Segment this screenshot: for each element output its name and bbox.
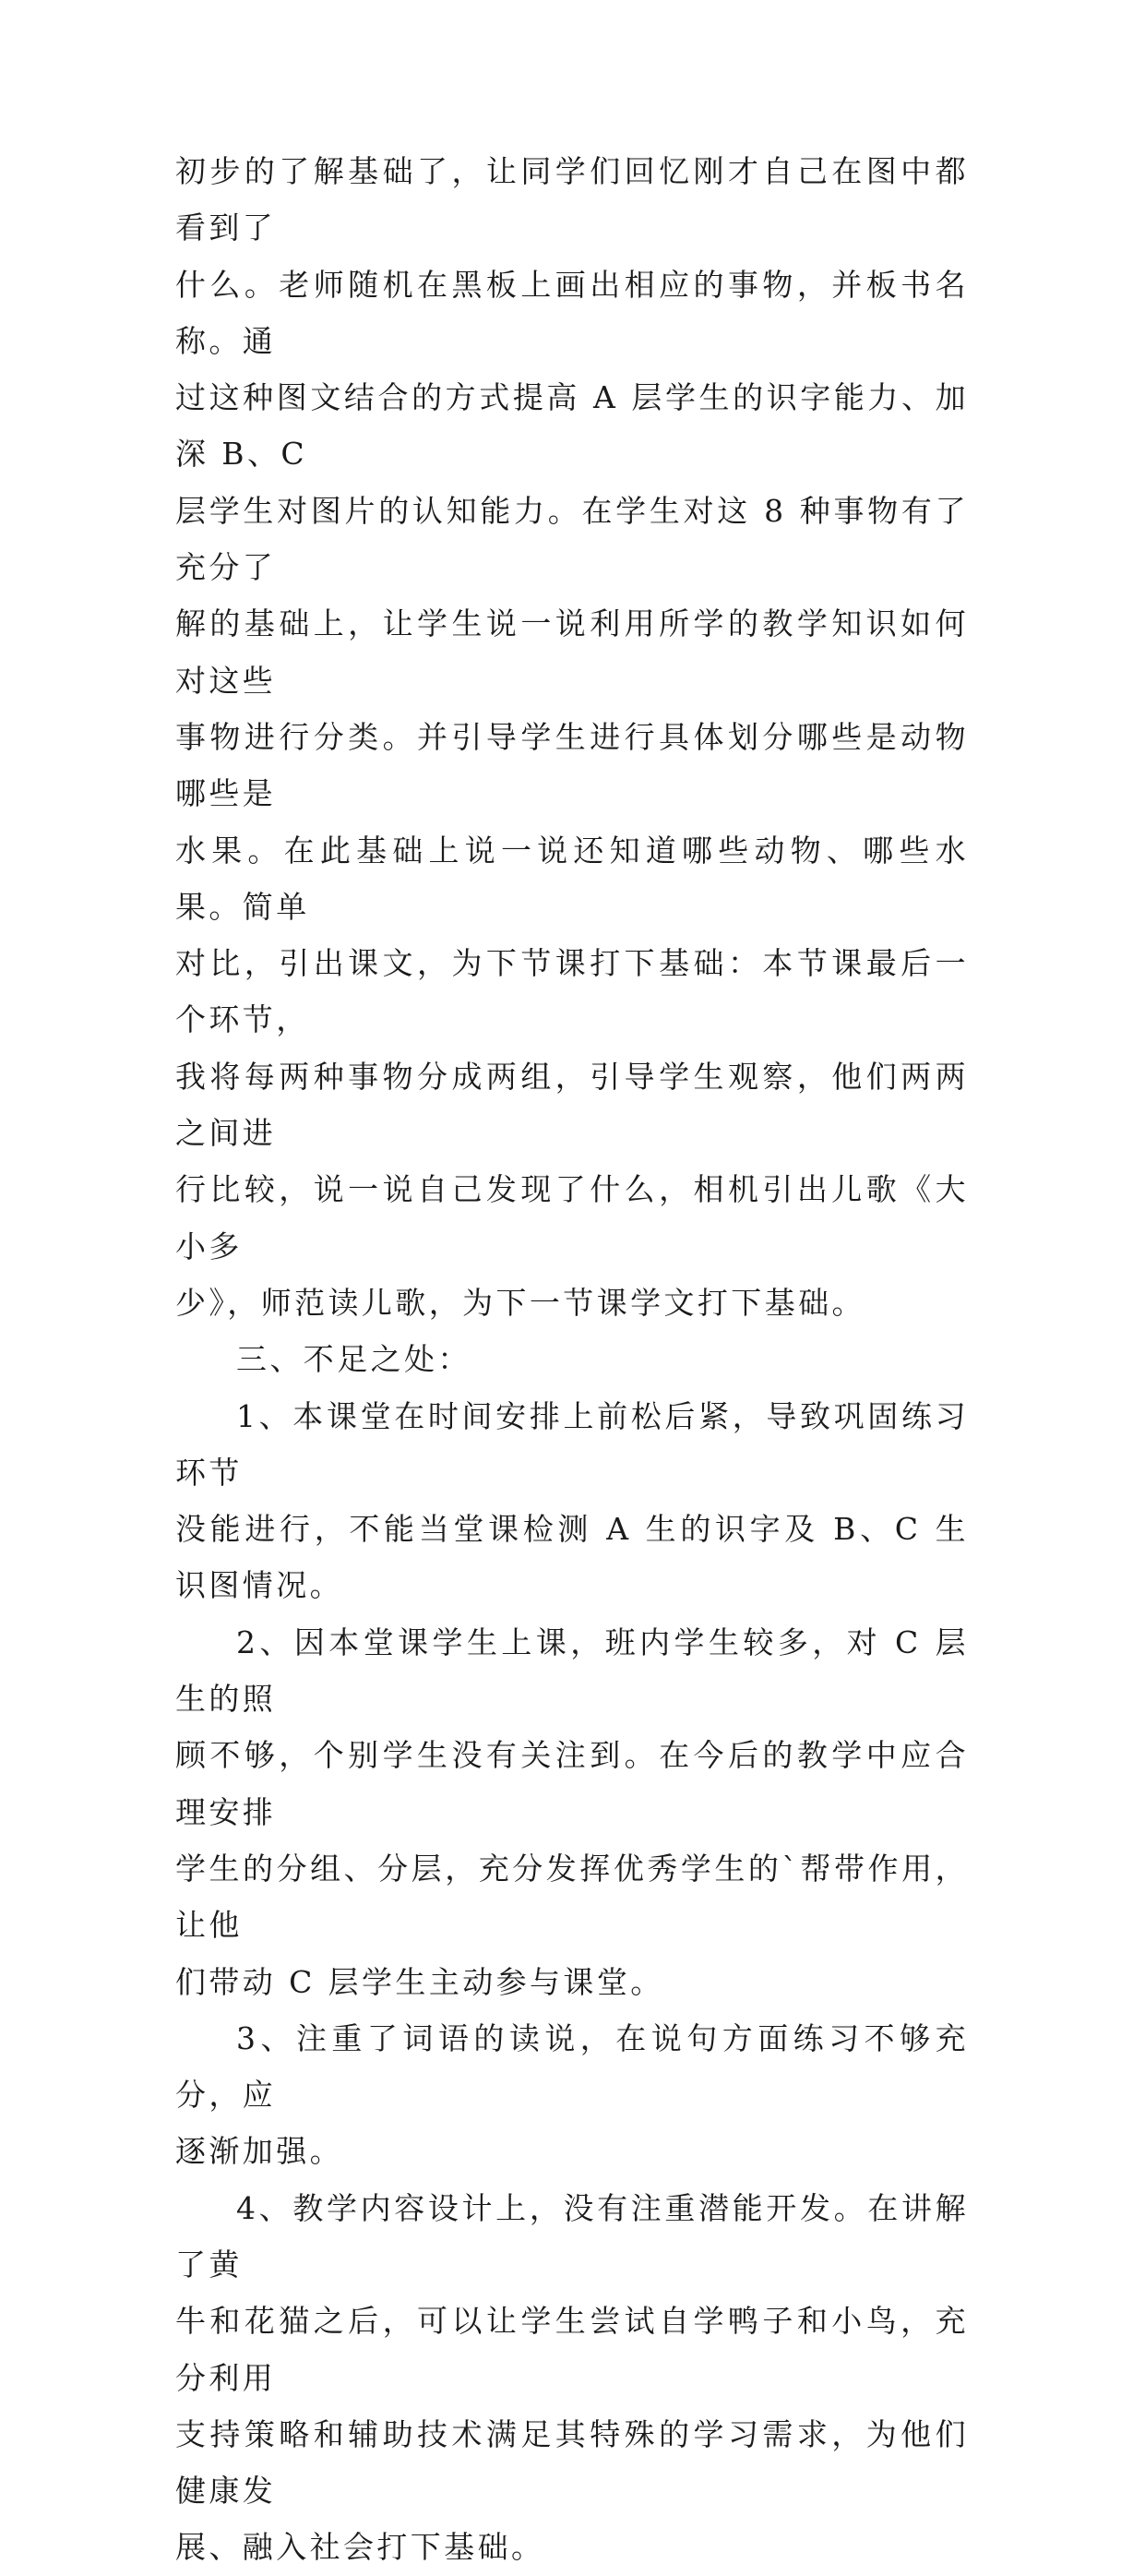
text-line: 解的基础上，让学生说一说利用所学的教学知识如何对这些 xyxy=(175,605,969,699)
text-line: 我将每两种事物分成两组，引导学生观察，他们两两之间进 xyxy=(175,1058,969,1152)
text-line: 没能进行，不能当堂课检测 A 生的识字及 B、C 生识图情况。 xyxy=(175,1511,969,1604)
text-line: 少》，师范读儿歌，为下一节课学文打下基础。 xyxy=(175,1284,865,1321)
text-line: 们带动 C 层学生主动参与课堂。 xyxy=(175,1963,664,2000)
document-paragraph xyxy=(175,2180,969,2576)
text-line: 什么。老师随机在黑板上画出相应的事物，并板书名称。通 xyxy=(175,266,969,359)
text-line: 3、注重了词语的读说，在说句方面练习不够充分，应 xyxy=(175,2019,969,2114)
text-line: 事物进行分类。并引导学生进行具体划分哪些是动物哪些是 xyxy=(175,718,969,812)
text-line: 展、融入社会打下基础。 xyxy=(175,2529,545,2566)
text-line: 2、因本堂课学生上课，班内学生较多，对 C 层生的照 xyxy=(175,1623,969,1718)
document-paragraph xyxy=(175,1331,969,1387)
text-line: 层学生对图片的认知能力。在学生对这 8 种事物有了充分了 xyxy=(175,492,969,586)
text-line: 顾不够，个别学生没有关注到。在今后的教学中应合理安排 xyxy=(175,1737,969,1830)
text-line: 4、教学内容设计上，没有注重潜能开发。在讲解了黄 xyxy=(175,2189,969,2282)
text-line: 牛和花猫之后，可以让学生尝试自学鸭子和小鸟，充分利用 xyxy=(175,2303,969,2396)
document-paragraph xyxy=(175,1614,969,2010)
text-line: 行比较，说一说自己发现了什么，相机引出儿歌《大小多 xyxy=(175,1171,969,1264)
document-paragraph xyxy=(175,1388,969,1614)
text-line: 学生的分组、分层，充分发挥优秀学生的`帮带作用，让他 xyxy=(175,1850,969,1944)
text-line: 1、本课堂在时间安排上前松后紧，导致巩固练习环节 xyxy=(175,1397,969,1491)
document-paragraph xyxy=(175,143,969,1331)
text-line: 逐渐加强。 xyxy=(175,2133,343,2170)
text-line: 对比，引出课文，为下节课打下基础：本节课最后一个环节， xyxy=(175,945,969,1038)
text-line: 初步的了解基础了，让同学们回忆刚才自己在图中都看到了 xyxy=(175,153,969,246)
text-line: 三、不足之处： xyxy=(236,1341,471,1378)
document-body xyxy=(175,143,969,2576)
text-line: 过这种图文结合的方式提高 A 层学生的识字能力、加深 B、C xyxy=(175,379,969,473)
text-line: 水果。在此基础上说一说还知道哪些动物、哪些水果。简单 xyxy=(175,832,969,925)
document-paragraph xyxy=(175,2010,969,2180)
text-line: 支持策略和辅助技术满足其特殊的学习需求，为他们健康发 xyxy=(175,2415,969,2510)
